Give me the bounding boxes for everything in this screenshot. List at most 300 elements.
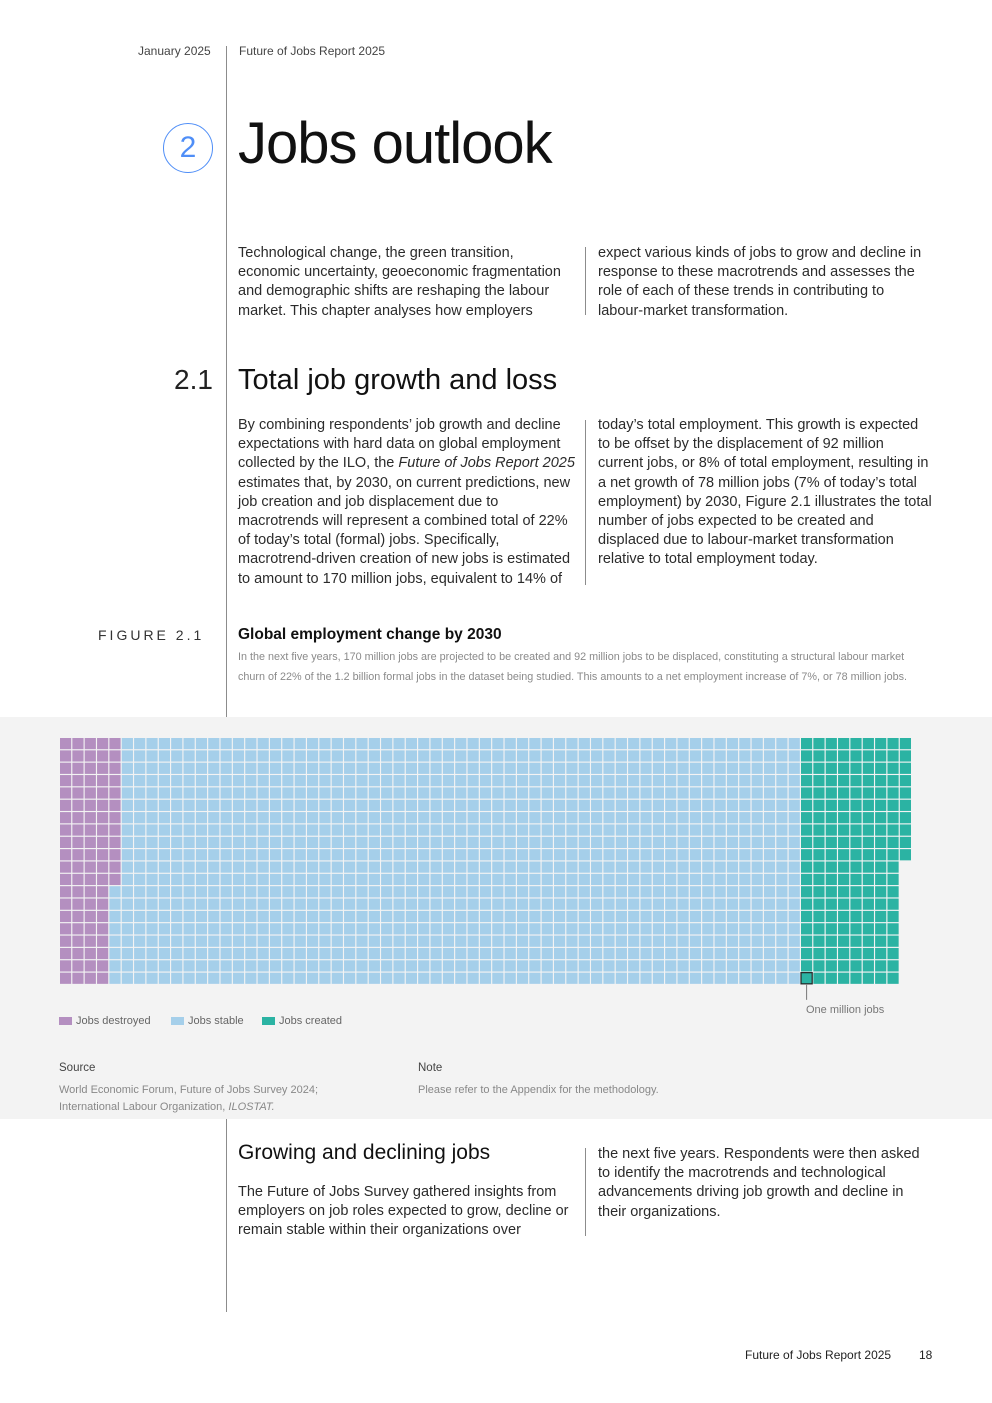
waffle-cell-jobs-stable xyxy=(752,936,763,947)
waffle-cell-jobs-stable xyxy=(122,787,133,798)
waffle-cell-jobs-stable xyxy=(393,936,404,947)
source-text xyxy=(59,1082,389,1116)
waffle-cell-jobs-stable xyxy=(603,787,614,798)
waffle-cell-jobs-stable xyxy=(690,862,701,873)
waffle-cell-jobs-stable xyxy=(307,960,318,971)
waffle-cell-jobs-stable xyxy=(764,750,775,761)
waffle-cell-jobs-stable xyxy=(739,862,750,873)
waffle-cell-jobs-created xyxy=(838,800,849,811)
waffle-cell-jobs-stable xyxy=(603,824,614,835)
waffle-cell-jobs-stable xyxy=(517,936,528,947)
waffle-cell-jobs-stable xyxy=(406,899,417,910)
waffle-cell-jobs-destroyed xyxy=(60,936,71,947)
legend-swatch-created xyxy=(262,1017,275,1025)
waffle-cell-jobs-stable xyxy=(468,750,479,761)
waffle-cell-jobs-stable xyxy=(455,911,466,922)
waffle-cell-jobs-stable xyxy=(406,960,417,971)
waffle-cell-jobs-stable xyxy=(109,948,120,959)
waffle-cell-jobs-destroyed xyxy=(72,936,83,947)
waffle-cell-jobs-stable xyxy=(727,923,738,934)
waffle-cell-jobs-stable xyxy=(282,874,293,885)
waffle-cell-jobs-stable xyxy=(282,948,293,959)
waffle-cell-jobs-stable xyxy=(295,973,306,984)
waffle-cell-jobs-stable xyxy=(702,849,713,860)
waffle-cell-jobs-stable xyxy=(332,812,343,823)
waffle-cell-jobs-stable xyxy=(258,800,269,811)
waffle-cell-jobs-stable xyxy=(739,886,750,897)
waffle-cell-jobs-destroyed xyxy=(97,775,108,786)
waffle-cell-jobs-stable xyxy=(603,738,614,749)
waffle-cell-jobs-stable xyxy=(665,775,676,786)
waffle-cell-jobs-stable xyxy=(344,948,355,959)
waffle-cell-jobs-stable xyxy=(579,800,590,811)
waffle-cell-jobs-destroyed xyxy=(97,837,108,848)
waffle-cell-jobs-stable xyxy=(628,862,639,873)
waffle-cell-jobs-stable xyxy=(295,812,306,823)
waffle-cell-jobs-stable xyxy=(431,787,442,798)
waffle-cell-jobs-stable xyxy=(356,812,367,823)
waffle-cell-jobs-created xyxy=(863,886,874,897)
waffle-cell-jobs-created xyxy=(863,775,874,786)
section-text-part-2: estimates that, by 2030, on current predictions, new job creation and job displacement due to macrotrends will represent a combined total of 22% of today’s total (formal) jobs. Specifically, macrotrend-driven creation of new jobs is estimated to amount to 170 million jobs, equivalent to 14% of xyxy=(238,474,571,587)
waffle-cell-jobs-stable xyxy=(739,899,750,910)
waffle-cell-jobs-stable xyxy=(591,936,602,947)
waffle-cell-jobs-stable xyxy=(665,899,676,910)
waffle-cell-jobs-stable xyxy=(616,923,627,934)
waffle-cell-jobs-created xyxy=(887,862,898,873)
waffle-cell-jobs-destroyed xyxy=(60,948,71,959)
waffle-cell-jobs-stable xyxy=(146,960,157,971)
waffle-cell-jobs-stable xyxy=(431,763,442,774)
waffle-cell-jobs-stable xyxy=(579,923,590,934)
waffle-cell-jobs-stable xyxy=(616,874,627,885)
waffle-cell-jobs-stable xyxy=(542,948,553,959)
waffle-cell-jobs-stable xyxy=(789,862,800,873)
waffle-cell-jobs-stable xyxy=(319,960,330,971)
waffle-cell-jobs-stable xyxy=(764,923,775,934)
waffle-cell-jobs-stable xyxy=(295,750,306,761)
waffle-cell-jobs-stable xyxy=(356,886,367,897)
waffle-cell-jobs-stable xyxy=(616,812,627,823)
waffle-cell-jobs-stable xyxy=(122,849,133,860)
waffle-cell-jobs-created xyxy=(887,973,898,984)
waffle-cell-jobs-stable xyxy=(146,973,157,984)
waffle-cell-jobs-destroyed xyxy=(85,923,96,934)
waffle-cell-jobs-stable xyxy=(406,849,417,860)
waffle-cell-jobs-stable xyxy=(431,775,442,786)
waffle-cell-jobs-stable xyxy=(221,960,232,971)
waffle-cell-jobs-created xyxy=(887,837,898,848)
waffle-cell-jobs-created xyxy=(850,775,861,786)
waffle-cell-jobs-stable xyxy=(221,886,232,897)
waffle-cell-jobs-stable xyxy=(628,824,639,835)
waffle-cell-jobs-stable xyxy=(628,837,639,848)
waffle-cell-jobs-stable xyxy=(529,973,540,984)
waffle-cell-jobs-stable xyxy=(184,886,195,897)
waffle-cell-jobs-stable xyxy=(776,837,787,848)
waffle-cell-jobs-created xyxy=(813,862,824,873)
waffle-cell-jobs-stable xyxy=(678,948,689,959)
waffle-cell-jobs-stable xyxy=(381,886,392,897)
waffle-cell-jobs-created xyxy=(826,738,837,749)
waffle-cell-jobs-destroyed xyxy=(109,775,120,786)
waffle-cell-jobs-stable xyxy=(653,787,664,798)
waffle-cell-jobs-stable xyxy=(307,787,318,798)
waffle-cell-jobs-stable xyxy=(653,886,664,897)
waffle-cell-jobs-stable xyxy=(764,960,775,971)
waffle-cell-jobs-stable xyxy=(443,960,454,971)
waffle-cell-jobs-stable xyxy=(245,886,256,897)
waffle-cell-jobs-stable xyxy=(690,812,701,823)
waffle-cell-jobs-stable xyxy=(406,775,417,786)
waffle-cell-jobs-stable xyxy=(505,973,516,984)
waffle-cell-jobs-created xyxy=(875,775,886,786)
figure-subtitle: In the next five years, 170 million jobs are projected to be created and 92 million jobs to be displaced, constituting a structural labour market churn of 22% of the 1.2 billion formal jobs in the dataset being studied. This amounts to a net employment increase of 7%, or 78 million jobs. xyxy=(238,651,907,683)
waffle-cell-jobs-stable xyxy=(579,763,590,774)
waffle-cell-jobs-stable xyxy=(295,960,306,971)
waffle-cell-jobs-stable xyxy=(628,763,639,774)
waffle-cell-jobs-stable xyxy=(184,800,195,811)
waffle-cell-jobs-stable xyxy=(270,750,281,761)
waffle-cell-jobs-stable xyxy=(146,911,157,922)
waffle-cell-jobs-stable xyxy=(715,862,726,873)
waffle-cell-jobs-stable xyxy=(258,824,269,835)
waffle-cell-jobs-stable xyxy=(319,936,330,947)
waffle-cell-jobs-stable xyxy=(752,862,763,873)
waffle-cell-jobs-stable xyxy=(393,738,404,749)
waffle-cell-jobs-destroyed xyxy=(72,973,83,984)
waffle-cell-jobs-stable xyxy=(134,738,145,749)
waffle-cell-jobs-destroyed xyxy=(85,763,96,774)
waffle-cell-jobs-stable xyxy=(159,775,170,786)
waffle-cell-jobs-stable xyxy=(616,936,627,947)
waffle-cell-jobs-stable xyxy=(715,886,726,897)
waffle-cell-jobs-stable xyxy=(529,824,540,835)
waffle-cell-jobs-stable xyxy=(406,824,417,835)
note-heading: Note xyxy=(418,1062,443,1074)
waffle-cell-jobs-stable xyxy=(616,800,627,811)
waffle-cell-jobs-stable xyxy=(640,911,651,922)
waffle-cell-jobs-stable xyxy=(307,775,318,786)
waffle-cell-jobs-stable xyxy=(344,812,355,823)
waffle-cell-jobs-stable xyxy=(295,738,306,749)
waffle-cell-jobs-stable xyxy=(369,787,380,798)
waffle-cell-jobs-stable xyxy=(356,837,367,848)
waffle-cell-jobs-stable xyxy=(776,738,787,749)
waffle-cell-jobs-stable xyxy=(258,738,269,749)
waffle-cell-jobs-stable xyxy=(566,763,577,774)
waffle-cell-jobs-stable xyxy=(332,886,343,897)
waffle-cell-jobs-stable xyxy=(566,750,577,761)
waffle-cell-jobs-stable xyxy=(369,775,380,786)
waffle-cell-jobs-stable xyxy=(171,849,182,860)
waffle-cell-jobs-stable xyxy=(715,899,726,910)
waffle-cell-jobs-stable xyxy=(332,763,343,774)
waffle-cell-jobs-stable xyxy=(505,862,516,873)
waffle-cell-jobs-stable xyxy=(727,973,738,984)
waffle-cell-jobs-stable xyxy=(480,911,491,922)
waffle-cell-jobs-stable xyxy=(184,775,195,786)
waffle-cell-jobs-created xyxy=(838,886,849,897)
waffle-cell-jobs-stable xyxy=(715,775,726,786)
waffle-cell-jobs-stable xyxy=(542,812,553,823)
waffle-cell-jobs-stable xyxy=(369,874,380,885)
waffle-cell-jobs-stable xyxy=(529,812,540,823)
waffle-cell-jobs-stable xyxy=(678,763,689,774)
waffle-cell-jobs-stable xyxy=(307,886,318,897)
waffle-cell-jobs-destroyed xyxy=(60,812,71,823)
waffle-cell-jobs-destroyed xyxy=(97,800,108,811)
waffle-cell-jobs-destroyed xyxy=(85,911,96,922)
waffle-cell-jobs-stable xyxy=(122,899,133,910)
waffle-cell-jobs-destroyed xyxy=(97,824,108,835)
waffle-cell-jobs-stable xyxy=(159,812,170,823)
waffle-cell-jobs-destroyed xyxy=(109,787,120,798)
waffle-cell-jobs-created xyxy=(838,812,849,823)
waffle-cell-jobs-stable xyxy=(702,824,713,835)
waffle-cell-jobs-stable xyxy=(665,874,676,885)
waffle-cell-jobs-stable xyxy=(554,886,565,897)
waffle-cell-jobs-stable xyxy=(159,973,170,984)
waffle-cell-jobs-stable xyxy=(208,874,219,885)
waffle-cell-jobs-stable xyxy=(727,936,738,947)
waffle-cell-jobs-stable xyxy=(566,862,577,873)
waffle-cell-jobs-stable xyxy=(579,775,590,786)
waffle-cell-jobs-stable xyxy=(603,837,614,848)
waffle-cell-jobs-stable xyxy=(282,837,293,848)
waffle-cell-jobs-stable xyxy=(184,923,195,934)
waffle-cell-jobs-stable xyxy=(270,923,281,934)
waffle-cell-jobs-stable xyxy=(418,738,429,749)
waffle-cell-jobs-stable xyxy=(319,824,330,835)
waffle-cell-jobs-destroyed xyxy=(72,738,83,749)
source-heading: Source xyxy=(59,1062,96,1074)
waffle-cell-jobs-stable xyxy=(233,886,244,897)
waffle-cell-jobs-stable xyxy=(579,849,590,860)
waffle-cell-jobs-stable xyxy=(789,936,800,947)
waffle-cell-jobs-stable xyxy=(245,923,256,934)
waffle-cell-jobs-stable xyxy=(233,948,244,959)
waffle-cell-jobs-stable xyxy=(221,800,232,811)
column-separator xyxy=(585,247,586,315)
waffle-cell-jobs-stable xyxy=(591,899,602,910)
waffle-cell-jobs-stable xyxy=(184,812,195,823)
waffle-cell-jobs-stable xyxy=(233,763,244,774)
chapter-title: Jobs outlook xyxy=(238,111,552,176)
waffle-cell-jobs-stable xyxy=(702,787,713,798)
waffle-cell-jobs-stable xyxy=(492,874,503,885)
waffle-cell-jobs-stable xyxy=(369,936,380,947)
waffle-cell-jobs-created xyxy=(826,824,837,835)
waffle-cell-jobs-destroyed xyxy=(72,824,83,835)
waffle-cell-jobs-created xyxy=(826,862,837,873)
waffle-cell-jobs-created xyxy=(838,936,849,947)
waffle-cell-jobs-stable xyxy=(480,973,491,984)
waffle-cell-jobs-stable xyxy=(653,775,664,786)
waffle-cell-jobs-stable xyxy=(653,738,664,749)
chapter-number-badge: 2 xyxy=(163,123,213,173)
waffle-cell-jobs-created xyxy=(900,824,911,835)
waffle-cell-jobs-stable xyxy=(468,973,479,984)
waffle-cell-jobs-stable xyxy=(776,824,787,835)
waffle-cell-jobs-stable xyxy=(492,973,503,984)
waffle-cell-jobs-stable xyxy=(702,960,713,971)
waffle-cell-jobs-stable xyxy=(356,750,367,761)
waffle-cell-jobs-stable xyxy=(628,960,639,971)
waffle-cell-jobs-stable xyxy=(418,787,429,798)
waffle-cell-jobs-destroyed xyxy=(60,775,71,786)
waffle-cell-jobs-stable xyxy=(159,800,170,811)
waffle-cell-jobs-stable xyxy=(282,750,293,761)
waffle-cell-jobs-stable xyxy=(492,886,503,897)
waffle-cell-jobs-stable xyxy=(418,849,429,860)
waffle-cell-jobs-stable xyxy=(356,738,367,749)
waffle-cell-jobs-stable xyxy=(789,874,800,885)
waffle-cell-jobs-stable xyxy=(653,923,664,934)
waffle-cell-jobs-destroyed xyxy=(72,911,83,922)
waffle-cell-jobs-stable xyxy=(171,899,182,910)
waffle-cell-jobs-created xyxy=(826,750,837,761)
subsection-column-1: The Future of Jobs Survey gathered insights from employers on job roles expected to grow, decline or remain stable within their organizations over xyxy=(238,1184,569,1239)
waffle-cell-jobs-created xyxy=(875,899,886,910)
waffle-cell-jobs-stable xyxy=(554,936,565,947)
waffle-cell-jobs-stable xyxy=(208,738,219,749)
waffle-cell-jobs-stable xyxy=(443,775,454,786)
waffle-cell-jobs-created xyxy=(863,849,874,860)
waffle-cell-jobs-stable xyxy=(591,874,602,885)
waffle-cell-jobs-stable xyxy=(270,800,281,811)
waffle-cell-jobs-stable xyxy=(344,886,355,897)
waffle-cell-jobs-stable xyxy=(146,886,157,897)
waffle-cell-jobs-destroyed xyxy=(60,911,71,922)
waffle-cell-jobs-stable xyxy=(715,787,726,798)
waffle-cell-jobs-stable xyxy=(406,787,417,798)
waffle-cell-jobs-stable xyxy=(640,837,651,848)
waffle-cell-jobs-destroyed xyxy=(72,812,83,823)
waffle-cell-jobs-stable xyxy=(653,750,664,761)
waffle-cell-jobs-stable xyxy=(690,923,701,934)
waffle-cell-jobs-stable xyxy=(579,948,590,959)
waffle-cell-jobs-stable xyxy=(184,948,195,959)
waffle-cell-jobs-stable xyxy=(233,874,244,885)
waffle-cell-jobs-stable xyxy=(727,738,738,749)
waffle-cell-jobs-stable xyxy=(591,787,602,798)
waffle-cell-jobs-stable xyxy=(579,936,590,947)
waffle-cell-jobs-stable xyxy=(739,824,750,835)
waffle-cell-jobs-stable xyxy=(566,824,577,835)
waffle-cell-jobs-stable xyxy=(678,800,689,811)
waffle-cell-jobs-stable xyxy=(233,911,244,922)
waffle-cell-jobs-stable xyxy=(233,936,244,947)
waffle-cell-jobs-stable xyxy=(431,973,442,984)
section-text-part-1: By combining respondents’ job growth and decline expectations with hard data on global employment collected by the ILO, the xyxy=(238,417,561,472)
waffle-cell-jobs-stable xyxy=(393,973,404,984)
waffle-cell-jobs-stable xyxy=(332,862,343,873)
waffle-cell-jobs-stable xyxy=(146,763,157,774)
waffle-cell-jobs-stable xyxy=(146,874,157,885)
waffle-cell-jobs-stable xyxy=(134,886,145,897)
waffle-cell-jobs-created xyxy=(875,849,886,860)
waffle-cell-jobs-destroyed xyxy=(109,800,120,811)
waffle-cell-jobs-stable xyxy=(122,948,133,959)
waffle-cell-jobs-stable xyxy=(431,862,442,873)
waffle-cell-jobs-stable xyxy=(554,824,565,835)
waffle-cell-jobs-created xyxy=(801,960,812,971)
waffle-cell-jobs-stable xyxy=(393,800,404,811)
waffle-cell-jobs-stable xyxy=(406,911,417,922)
waffle-cell-jobs-stable xyxy=(678,960,689,971)
waffle-cell-jobs-stable xyxy=(690,948,701,959)
waffle-cell-jobs-created xyxy=(826,874,837,885)
waffle-cell-jobs-created xyxy=(801,775,812,786)
waffle-cell-jobs-stable xyxy=(134,750,145,761)
waffle-cell-jobs-stable xyxy=(739,874,750,885)
waffle-cell-jobs-stable xyxy=(678,837,689,848)
waffle-cell-jobs-stable xyxy=(184,750,195,761)
waffle-cell-jobs-stable xyxy=(665,824,676,835)
waffle-cell-jobs-stable xyxy=(431,923,442,934)
waffle-cell-jobs-stable xyxy=(517,837,528,848)
waffle-cell-jobs-stable xyxy=(134,936,145,947)
waffle-cell-jobs-stable xyxy=(665,787,676,798)
waffle-cell-jobs-destroyed xyxy=(72,899,83,910)
waffle-cell-jobs-stable xyxy=(455,960,466,971)
waffle-cell-jobs-stable xyxy=(764,886,775,897)
page-number: 18 xyxy=(919,1348,933,1362)
waffle-cell-jobs-stable xyxy=(665,886,676,897)
waffle-cell-jobs-stable xyxy=(171,787,182,798)
waffle-cell-jobs-stable xyxy=(381,824,392,835)
waffle-cell-jobs-stable xyxy=(542,824,553,835)
waffle-cell-jobs-created xyxy=(887,911,898,922)
waffle-cell-jobs-created xyxy=(801,787,812,798)
waffle-cell-jobs-stable xyxy=(480,750,491,761)
waffle-cell-jobs-created xyxy=(850,923,861,934)
waffle-cell-jobs-stable xyxy=(566,948,577,959)
waffle-cell-jobs-stable xyxy=(295,837,306,848)
waffle-cell-jobs-stable xyxy=(727,837,738,848)
waffle-cell-jobs-stable xyxy=(776,973,787,984)
waffle-cell-jobs-stable xyxy=(196,738,207,749)
waffle-cell-jobs-created xyxy=(863,874,874,885)
waffle-cell-jobs-stable xyxy=(690,973,701,984)
waffle-cell-jobs-stable xyxy=(208,787,219,798)
waffle-cell-jobs-stable xyxy=(715,849,726,860)
waffle-cell-jobs-stable xyxy=(764,738,775,749)
waffle-cell-jobs-created xyxy=(850,837,861,848)
waffle-cell-jobs-stable xyxy=(505,960,516,971)
waffle-cell-jobs-created xyxy=(887,750,898,761)
waffle-cell-jobs-stable xyxy=(369,763,380,774)
waffle-cell-jobs-created xyxy=(826,923,837,934)
waffle-cell-jobs-stable xyxy=(591,824,602,835)
waffle-cell-jobs-destroyed xyxy=(97,812,108,823)
waffle-cell-jobs-stable xyxy=(134,874,145,885)
waffle-cell-jobs-stable xyxy=(418,874,429,885)
waffle-cell-jobs-stable xyxy=(134,849,145,860)
waffle-cell-jobs-stable xyxy=(764,948,775,959)
waffle-cell-jobs-stable xyxy=(171,837,182,848)
waffle-cell-jobs-stable xyxy=(776,800,787,811)
note-text: Please refer to the Appendix for the methodology. xyxy=(418,1084,659,1096)
waffle-cell-jobs-stable xyxy=(505,738,516,749)
waffle-cell-jobs-stable xyxy=(603,936,614,947)
waffle-cell-jobs-created xyxy=(850,824,861,835)
waffle-cell-jobs-stable xyxy=(393,862,404,873)
waffle-cell-jobs-stable xyxy=(640,960,651,971)
waffle-cell-jobs-created xyxy=(887,824,898,835)
waffle-cell-jobs-created xyxy=(875,886,886,897)
